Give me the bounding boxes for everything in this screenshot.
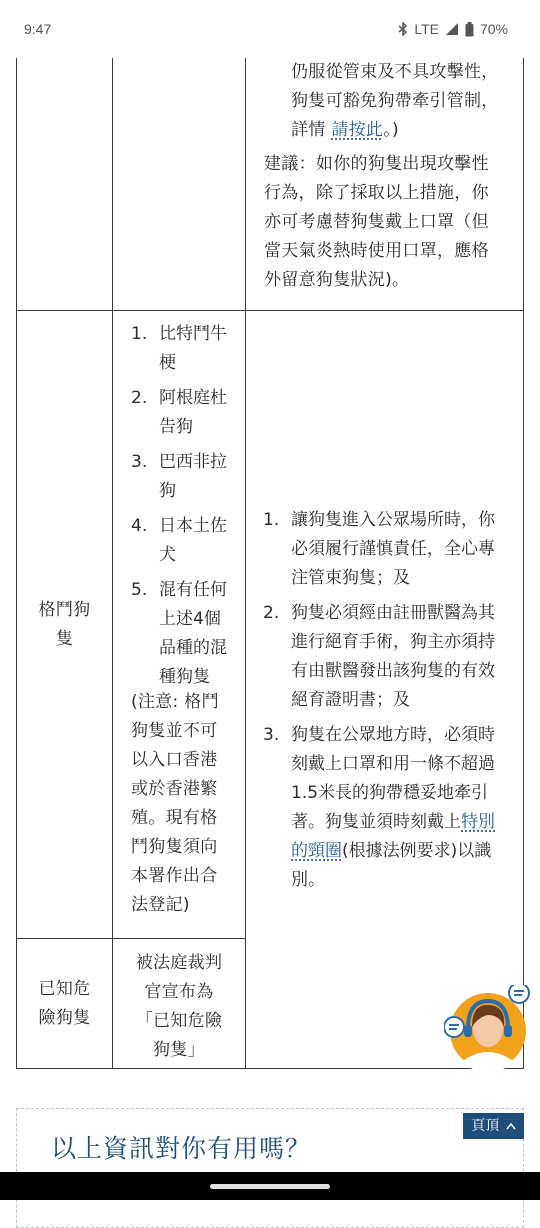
breed-line: 品種的混 [159, 638, 227, 658]
breed-line: 狗 [159, 481, 176, 501]
battery-percent: 70% [479, 21, 508, 37]
breed-list [131, 320, 241, 698]
feedback-card [16, 1108, 524, 1228]
breed-line: 告狗 [159, 417, 193, 437]
advice-line: 行為，除了採取以上措施，你 [264, 183, 489, 203]
measure-text [291, 58, 499, 145]
breed-line: 比特鬥牛 [159, 324, 227, 344]
note-line: 殖。現有格 [131, 808, 218, 828]
requirement-line [291, 808, 519, 837]
requirement-line: 1.5米長的狗帶穩妥地牽引 [291, 783, 489, 803]
signal-icon [445, 22, 459, 36]
list-number: 1. [131, 324, 148, 344]
requirement-item [263, 506, 519, 593]
category-dangerous-dogs [17, 975, 112, 1033]
list-number: 5. [131, 580, 148, 600]
home-gesture-handle[interactable] [210, 1184, 330, 1189]
measure-line: 狗隻可豁免狗帶牽引管制， [291, 91, 499, 111]
breed-line: 阿根庭杜 [159, 388, 227, 408]
breed-item [131, 576, 241, 692]
note-line: 本署作出合 [131, 866, 218, 886]
column-divider [245, 0, 246, 1069]
chevron-up-icon [504, 1118, 516, 1134]
battery-icon [465, 22, 474, 37]
list-number: 2. [131, 388, 148, 408]
special-collar-link-cont[interactable]: 的頸圈 [291, 841, 342, 861]
requirement-line: 絕育證明書；及 [291, 690, 410, 710]
breed-line: 上述4個 [159, 609, 221, 629]
dog-rules-table [16, 0, 524, 1069]
status-time: 9:47 [24, 21, 52, 37]
list-number: 1. [263, 510, 280, 530]
click-here-link[interactable]: 請按此 [331, 120, 384, 140]
breed-line: 混有任何 [159, 580, 227, 600]
measure-line-prefix: 詳情 [291, 120, 332, 140]
advice-line: 亦可考慮替狗隻戴上口罩（但 [264, 212, 489, 232]
import-note [131, 688, 219, 920]
breed-item [131, 512, 241, 570]
note-line: 鬥狗隻須向 [131, 837, 218, 857]
description-line: 狗隻」 [153, 1040, 205, 1060]
status-bar [0, 0, 540, 58]
advice-line: 當天氣炎熱時使用口罩，應格 [264, 241, 489, 261]
advice-text [264, 150, 489, 295]
note-line: 或於香港繁 [131, 779, 218, 799]
breed-line: 犬 [159, 545, 176, 565]
requirement-line: 注管束狗隻；及 [291, 568, 410, 588]
requirement-line-prefix: 著。狗隻並須時刻戴上 [291, 812, 461, 832]
breed-line: 日本土佐 [159, 516, 227, 536]
description-line: 官宣布為 [144, 982, 214, 1002]
requirement-item [263, 721, 519, 895]
requirement-line [291, 837, 519, 866]
requirement-line-suffix: (根據法例要求)以識 [342, 841, 492, 861]
bluetooth-icon [398, 22, 408, 36]
breed-line: 種狗隻 [159, 667, 210, 687]
advice-line: 外留意狗隻狀況)。 [264, 270, 410, 290]
requirement-line: 刻戴上口罩和用一條不超過 [291, 754, 495, 774]
measure-line: 仍服從管束及不具攻擊性， [291, 62, 499, 82]
chatbot-avatar-icon [444, 985, 532, 1073]
feedback-question: 以上資訊對你有用嗎？ [51, 1134, 312, 1163]
requirement-line: 狗隻必須經由註冊獸醫為其 [291, 603, 495, 623]
category-line: 險狗隻 [38, 1008, 91, 1028]
back-to-top-button[interactable] [463, 1113, 524, 1139]
breed-item [131, 320, 241, 378]
category-line: 已知危 [38, 979, 91, 999]
note-line: (注意: 格鬥 [131, 692, 219, 712]
requirement-line: 有由獸醫發出該狗隻的有效 [291, 661, 495, 681]
note-line: 狗隻並不可 [131, 721, 218, 741]
requirement-line: 別。 [291, 870, 325, 890]
requirement-line: 進行絕育手術，狗主亦須持 [291, 632, 495, 652]
breed-line: 梗 [159, 353, 176, 373]
back-to-top-label: 頁頂 [471, 1118, 500, 1134]
description-line: 「已知危險 [135, 1011, 223, 1031]
status-icons [398, 21, 508, 37]
requirement-item [263, 599, 519, 715]
requirement-line: 讓狗隻進入公眾場所時，你 [291, 510, 495, 530]
row-divider [17, 938, 245, 939]
list-number: 3. [131, 452, 148, 472]
chatbot-button[interactable] [444, 985, 532, 1073]
category-line: 隻 [55, 629, 74, 649]
description-line: 被法庭裁判 [135, 953, 223, 973]
network-type: LTE [414, 21, 439, 37]
breed-line: 巴西非拉 [159, 452, 227, 472]
measure-line [291, 116, 499, 145]
measure-line-suffix: 。) [383, 120, 399, 140]
column-divider [112, 0, 113, 1069]
category-line: 格鬥狗 [38, 600, 91, 620]
requirement-list [263, 506, 519, 901]
requirement-line: 必須履行謹慎責任，全心專 [291, 539, 495, 559]
note-line: 法登記) [131, 895, 190, 915]
category-fighting-dogs [17, 596, 112, 654]
breed-item [131, 448, 241, 506]
special-collar-link[interactable]: 特別 [461, 812, 495, 832]
list-number: 3. [263, 725, 280, 745]
system-nav-bar [0, 1172, 540, 1200]
dangerous-dog-description [113, 949, 245, 1065]
requirement-line: 狗隻在公眾地方時，必須時 [291, 725, 495, 745]
breed-item [131, 384, 241, 442]
note-line: 以入口香港 [131, 750, 218, 770]
list-number: 2. [263, 603, 280, 623]
advice-line: 建議：如你的狗隻出現攻擊性 [264, 154, 489, 174]
row-divider [17, 310, 524, 311]
list-number: 4. [131, 516, 148, 536]
